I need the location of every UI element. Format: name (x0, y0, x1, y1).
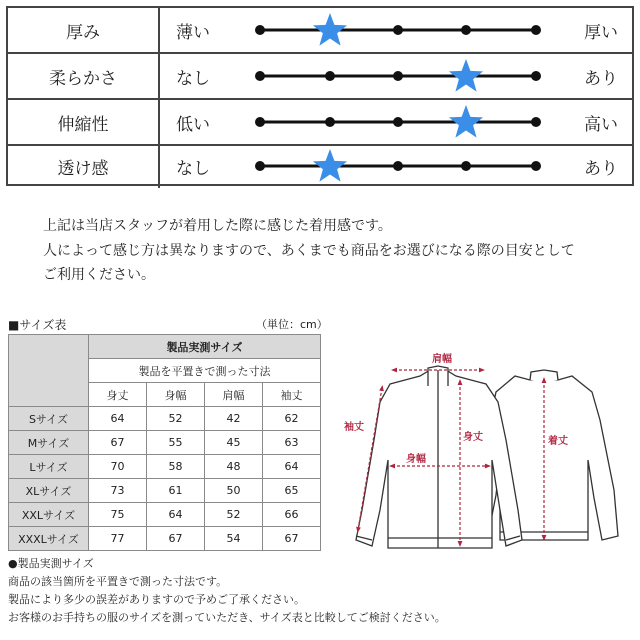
scale-dot (325, 71, 335, 81)
rating-star-icon (449, 59, 483, 92)
feel-scale (8, 144, 632, 188)
feel-low-label: なし (176, 68, 210, 89)
feel-high-label: 厚い (584, 22, 618, 43)
table-cell: 50 (205, 479, 263, 503)
rating-star-icon (313, 13, 347, 46)
row-header: XXLサイズ (9, 503, 89, 527)
table-cell: 52 (147, 407, 205, 431)
row-header: XLサイズ (9, 479, 89, 503)
note-line: ご利用ください。 (43, 267, 155, 283)
column-header: 袖丈 (263, 383, 321, 407)
table-cell: 52 (205, 503, 263, 527)
feel-category: 柔らかさ (49, 68, 117, 89)
size-table-header: 製品実測サイズ (89, 335, 321, 359)
feel-row-softness (8, 54, 632, 98)
label-width: 身幅 (406, 454, 426, 465)
scale-dot (531, 25, 541, 35)
size-chart-title: ■サイズ表 (8, 318, 67, 332)
scale-dot (325, 117, 335, 127)
table-cell: 45 (205, 431, 263, 455)
note-line: 商品の該当箇所を平置きで測った寸法です。 (8, 575, 228, 588)
feel-category: 伸縮性 (57, 114, 109, 135)
table-cell: 70 (89, 455, 147, 479)
table-row (9, 407, 321, 431)
table-cell: 67 (263, 527, 321, 551)
size-notes (8, 555, 446, 627)
label-length: 身丈 (463, 432, 483, 443)
note-line: 人によって感じ方は異なりますので、あくまでも商品をお選びになる際の目安として (43, 242, 575, 259)
label-sleeve: 袖丈 (344, 422, 364, 433)
feel-low-label: 低い (176, 114, 210, 135)
table-cell: 64 (147, 503, 205, 527)
table-row (9, 503, 321, 527)
feel-high-label: あり (584, 158, 618, 179)
feel-low-label: 薄い (176, 22, 210, 43)
table-cell: 77 (89, 527, 147, 551)
feel-category: 透け感 (57, 158, 109, 179)
table-cell: 48 (205, 455, 263, 479)
scale-dot (393, 71, 403, 81)
size-chart-unit: （単位：cm） (256, 318, 328, 331)
table-cell: 42 (205, 407, 263, 431)
column-header: 身丈 (89, 383, 147, 407)
note-line: 上記は当店スタッフが着用した際に感じた着用感です。 (43, 218, 392, 234)
row-header: Sサイズ (9, 407, 89, 431)
rating-star-icon (449, 105, 483, 138)
table-cell: 58 (147, 455, 205, 479)
scale-dot (461, 161, 471, 171)
scale-dot (531, 161, 541, 171)
table-cell: 54 (205, 527, 263, 551)
note-line: お客様のお手持ちの服のサイズを測っていただき、サイズ表と比較してご検討ください。 (8, 611, 446, 624)
row-header: XXXLサイズ (9, 527, 89, 551)
label-back-length: 着丈 (548, 436, 568, 447)
scale-dot (393, 117, 403, 127)
note-heading: ●製品実測サイズ (8, 557, 94, 570)
table-row (9, 431, 321, 455)
feel-row-thickness (8, 8, 632, 52)
size-table-subheader: 製品を平置きで測った寸法 (89, 359, 321, 383)
feel-scale (8, 8, 632, 52)
scale-dot (531, 117, 541, 127)
feel-low-label: なし (176, 158, 210, 179)
table-cell: 73 (89, 479, 147, 503)
table-cell: 75 (89, 503, 147, 527)
feel-scale (8, 54, 632, 98)
jacket-measurement-diagram (330, 340, 625, 555)
table-cell: 64 (263, 455, 321, 479)
scale-dot (255, 117, 265, 127)
label-shoulder: 肩幅 (432, 354, 452, 365)
table-cell: 55 (147, 431, 205, 455)
feel-table (6, 6, 634, 186)
table-cell: 67 (147, 527, 205, 551)
table-cell: 64 (89, 407, 147, 431)
table-row (9, 455, 321, 479)
feel-scale (8, 100, 632, 144)
scale-dot (393, 25, 403, 35)
feel-row-stretch (8, 100, 632, 144)
table-cell: 63 (263, 431, 321, 455)
feel-category: 厚み (66, 22, 100, 43)
column-header: 身幅 (147, 383, 205, 407)
size-table (8, 334, 321, 551)
scale-dot (531, 71, 541, 81)
feel-high-label: あり (584, 68, 618, 89)
rating-star-icon (313, 149, 347, 182)
table-cell: 62 (263, 407, 321, 431)
wear-feel-note (43, 214, 575, 288)
column-header: 肩幅 (205, 383, 263, 407)
scale-dot (393, 161, 403, 171)
table-row (9, 527, 321, 551)
scale-dot (255, 161, 265, 171)
feel-high-label: 高い (584, 114, 618, 135)
scale-dot (255, 71, 265, 81)
row-header: Mサイズ (9, 431, 89, 455)
note-line: 製品により多少の誤差がありますので予めご了承ください。 (8, 593, 305, 606)
feel-row-sheerness (8, 144, 632, 188)
scale-dot (255, 25, 265, 35)
table-cell: 65 (263, 479, 321, 503)
row-header: Lサイズ (9, 455, 89, 479)
scale-dot (461, 25, 471, 35)
table-cell: 66 (263, 503, 321, 527)
table-row (9, 479, 321, 503)
table-cell: 61 (147, 479, 205, 503)
table-cell: 67 (89, 431, 147, 455)
